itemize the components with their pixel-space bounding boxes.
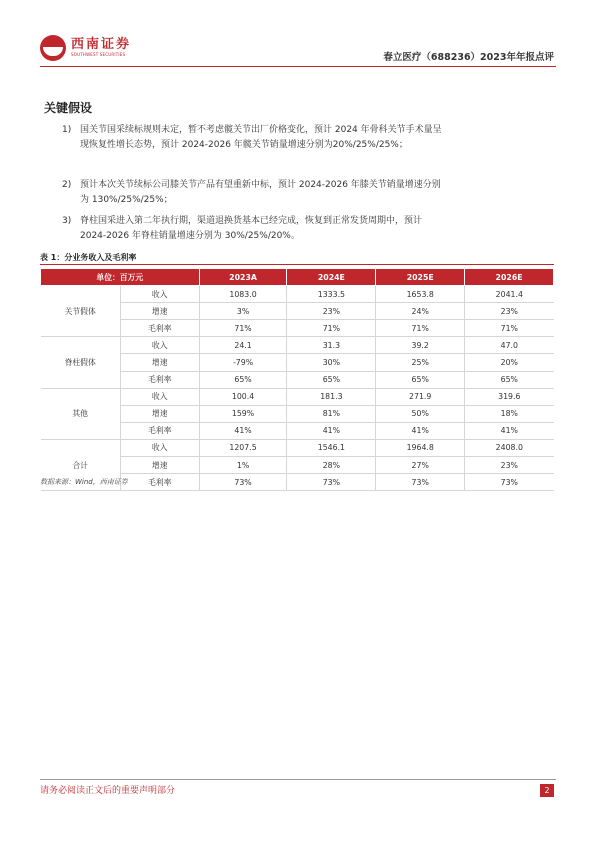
assumption-item <box>62 214 447 244</box>
table-row <box>41 388 554 405</box>
table-title: 表 1：分业务收入及毛利率 <box>40 253 137 262</box>
value-cell: 31.3 <box>287 337 376 354</box>
value-cell: 47.0 <box>465 337 554 354</box>
value-cell: 71% <box>287 320 376 337</box>
value-cell: 159% <box>199 405 287 422</box>
section-title: 关键假设 <box>44 101 93 115</box>
value-cell: 2041.4 <box>465 286 554 303</box>
company-logo <box>40 34 131 62</box>
unit-header: 单位：百万元 <box>41 269 200 286</box>
table-header-row <box>41 269 554 286</box>
value-cell: 20% <box>465 354 554 371</box>
revenue-margin-table <box>40 268 554 491</box>
value-cell: 50% <box>376 405 465 422</box>
metric-label: 增速 <box>120 354 199 371</box>
value-cell: 41% <box>287 422 376 439</box>
assumption-text: 预计本次关节续标公司膝关节产品有望重新中标，预计 2024-2026 年膝关节销量增速分别为 130%/25%/25%； <box>80 180 441 205</box>
table-top-rule <box>40 264 554 265</box>
table-row <box>41 286 554 303</box>
value-cell: 23% <box>287 303 376 320</box>
table-row <box>41 337 554 354</box>
value-cell: 41% <box>199 422 287 439</box>
metric-label: 增速 <box>120 303 199 320</box>
assumption-text: 脊柱国采进入第二年执行期，渠道退换货基本已经完成，恢复到正常发货周期中，预计 2024-2026 年脊柱销量增速分别为 30%/25%/20%。 <box>80 216 423 241</box>
value-cell: 1207.5 <box>199 439 287 456</box>
assumption-item <box>62 123 447 153</box>
value-cell: 81% <box>287 405 376 422</box>
column-header: 2026E <box>465 269 554 286</box>
value-cell: 65% <box>465 371 554 388</box>
value-cell: 71% <box>199 320 287 337</box>
metric-label: 毛利率 <box>120 320 199 337</box>
metric-label: 收入 <box>120 439 199 456</box>
value-cell: 271.9 <box>376 388 465 405</box>
assumption-number: 1) <box>62 125 72 135</box>
metric-label: 增速 <box>120 457 199 474</box>
value-cell: 23% <box>465 457 554 474</box>
header-divider <box>40 66 556 67</box>
value-cell: 30% <box>287 354 376 371</box>
logo-name-en: SOUTHWEST SECURITIES <box>71 52 126 57</box>
segment-name: 关节假体 <box>41 286 121 337</box>
page-number: 2 <box>540 784 554 797</box>
metric-label: 毛利率 <box>120 371 199 388</box>
value-cell: 27% <box>376 457 465 474</box>
disclaimer-note: 请务必阅读正文后的重要声明部分 <box>40 786 176 796</box>
assumption-text: 国关节国采续标规则未定，暂不考虑髋关节出厂价格变化，预计 2024 年骨科关节手术量呈现恢复性增长态势，预计 2024-2026 年髋关节销量增速分别为20%/25%/25%； <box>80 125 442 150</box>
value-cell: 65% <box>287 371 376 388</box>
metric-label: 增速 <box>120 405 199 422</box>
value-cell: 73% <box>376 474 465 491</box>
footer-divider <box>40 779 556 780</box>
value-cell: 1083.0 <box>199 286 287 303</box>
logo-text <box>71 38 131 58</box>
segment-name: 合计 <box>41 439 121 490</box>
value-cell: -79% <box>199 354 287 371</box>
value-cell: 1546.1 <box>287 439 376 456</box>
value-cell: 25% <box>376 354 465 371</box>
value-cell: 65% <box>199 371 287 388</box>
metric-label: 收入 <box>120 286 199 303</box>
assumption-item <box>62 178 447 208</box>
value-cell: 71% <box>376 320 465 337</box>
value-cell: 41% <box>376 422 465 439</box>
value-cell: 41% <box>465 422 554 439</box>
value-cell: 39.2 <box>376 337 465 354</box>
value-cell: 73% <box>199 474 287 491</box>
value-cell: 23% <box>465 303 554 320</box>
value-cell: 1333.5 <box>287 286 376 303</box>
metric-label: 毛利率 <box>120 422 199 439</box>
column-header: 2025E <box>376 269 465 286</box>
value-cell: 73% <box>465 474 554 491</box>
value-cell: 100.4 <box>199 388 287 405</box>
value-cell: 1653.8 <box>376 286 465 303</box>
metric-label: 收入 <box>120 388 199 405</box>
value-cell: 24% <box>376 303 465 320</box>
logo-name-cn: 西南证券 <box>71 37 132 52</box>
value-cell: 18% <box>465 405 554 422</box>
value-cell: 24.1 <box>199 337 287 354</box>
value-cell: 1% <box>199 457 287 474</box>
metric-label: 毛利率 <box>120 474 199 491</box>
value-cell: 319.6 <box>465 388 554 405</box>
assumption-number: 3) <box>62 216 72 226</box>
value-cell: 73% <box>287 474 376 491</box>
segment-name: 脊柱假体 <box>41 337 121 388</box>
value-cell: 1964.8 <box>376 439 465 456</box>
value-cell: 3% <box>199 303 287 320</box>
value-cell: 71% <box>465 320 554 337</box>
assumption-number: 2) <box>62 180 72 190</box>
metric-label: 收入 <box>120 337 199 354</box>
column-header: 2024E <box>287 269 376 286</box>
logo-sun-icon <box>40 35 66 61</box>
value-cell: 65% <box>376 371 465 388</box>
value-cell: 28% <box>287 457 376 474</box>
value-cell: 181.3 <box>287 388 376 405</box>
table-row <box>41 439 554 456</box>
report-title: 春立医疗（688236）2023年年报点评 <box>383 52 554 63</box>
value-cell: 2408.0 <box>465 439 554 456</box>
segment-name: 其他 <box>41 388 121 439</box>
column-header: 2023A <box>199 269 287 286</box>
data-source: 数据来源：Wind，西南证券 <box>40 478 128 486</box>
